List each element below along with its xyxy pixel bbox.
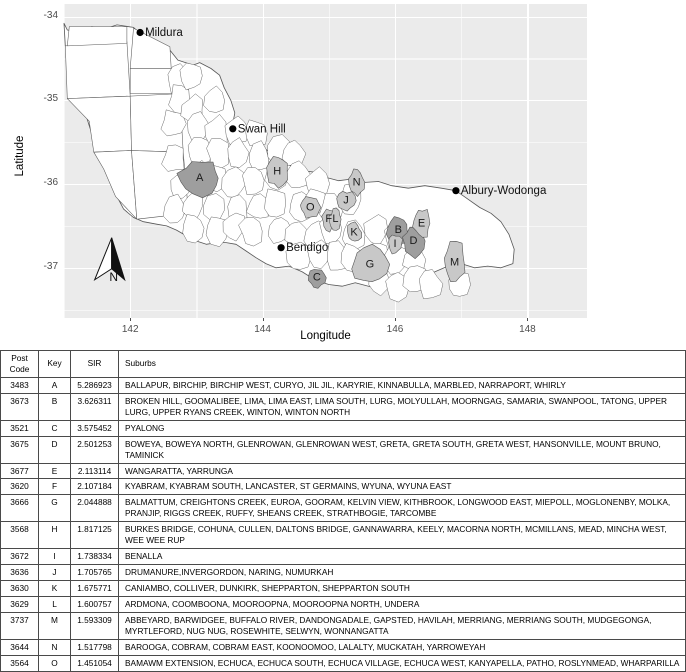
table-row — [1, 420, 686, 436]
cell-suburbs: BALLAPUR, BIRCHIP, BIRCHIP WEST, CURYO, JIL JIL, KARYRIE, KINNABULLA, MARBLED, NARRAPORT, WHIRLY — [119, 377, 686, 393]
cell-post-code: 3630 — [1, 581, 39, 597]
table-row — [1, 393, 686, 420]
cell-sir: 5.286923 — [71, 377, 119, 393]
cell-suburbs: BENALLA — [119, 549, 686, 565]
cell-sir: 1.517798 — [71, 639, 119, 655]
city-label: Bendigo — [286, 242, 329, 255]
map-region-block-1 — [67, 96, 131, 152]
city-marker-dot — [229, 125, 236, 132]
cell-sir: 1.738334 — [71, 549, 119, 565]
cell-suburbs: PYALONG — [119, 420, 686, 436]
cell-key: O — [39, 655, 71, 671]
cell-suburbs: BAROOGA, COBRAM, COBRAM EAST, KOONOOMOO, LALALTY, MUCKATAH, YARROWEYAH — [119, 639, 686, 655]
cell-sir: 1.705765 — [71, 565, 119, 581]
table-row — [1, 463, 686, 479]
cell-sir: 2.107184 — [71, 479, 119, 495]
cell-sir: 2.113114 — [71, 463, 119, 479]
cell-sir: 2.501253 — [71, 436, 119, 463]
map-region-label-M: M — [450, 256, 460, 269]
suburb-sir-table — [0, 350, 686, 672]
cell-sir: 1.675771 — [71, 581, 119, 597]
victoria-choropleth-map — [64, 4, 587, 318]
cell-key: C — [39, 420, 71, 436]
cell-key: B — [39, 393, 71, 420]
x-tick-mark — [395, 318, 396, 321]
cell-sir: 1.593309 — [71, 612, 119, 639]
cell-suburbs: BAMAWM EXTENSION, ECHUCA, ECHUCA SOUTH, ECHUCA VILLAGE, ECHUCA WEST, KANYAPELLA, PATHO, ROSLYNMEAD, WHARPARILLA — [119, 655, 686, 671]
cell-post-code: 3672 — [1, 549, 39, 565]
map-region-label-J: J — [343, 194, 349, 207]
cell-key: D — [39, 436, 71, 463]
map-region-block-2 — [94, 151, 137, 220]
cell-suburbs: BROKEN HILL, GOOMALIBEE, LIMA, LIMA EAST, LIMA SOUTH, LURG, MOLYULLAH, MOORNGAG, SAMARIA, SWANPOOL, TATONG, UPPER LURG, UPPER RYANS CREEK, WINTON, WINTON NORTH — [119, 393, 686, 420]
map-region-label-E: E — [417, 217, 426, 230]
cell-suburbs: BALMATTUM, CREIGHTONS CREEK, EUROA, GOORAM, KELVIN VIEW, KITHBROOK, LONGWOOD EAST, MIEPOLL, MOGLONENBY, MOLKA, PRANJIP, RIGGS CREEK, RUFFY, SHEANS CREEK, STRATHBOGIE, TARCOMBE — [119, 495, 686, 522]
cell-post-code: 3636 — [1, 565, 39, 581]
cell-post-code: 3666 — [1, 495, 39, 522]
cell-post-code: 3568 — [1, 522, 39, 549]
cell-suburbs: ARDMONA, COOMBOONA, MOOROOPNA, MOOROOPNA NORTH, UNDERA — [119, 596, 686, 612]
x-tick-label: 142 — [121, 324, 139, 335]
table-row — [1, 612, 686, 639]
y-tick-label: -35 — [43, 93, 58, 105]
cell-key: F — [39, 479, 71, 495]
cell-key: N — [39, 639, 71, 655]
map-region-block-0 — [65, 42, 130, 99]
cell-key: H — [39, 522, 71, 549]
cell-suburbs: WANGARATTA, YARRUNGA — [119, 463, 686, 479]
map-region-block-5 — [67, 27, 127, 46]
cell-suburbs: KYABRAM, KYABRAM SOUTH, LANCASTER, ST GERMAINS, WYUNA, WYUNA EAST — [119, 479, 686, 495]
map-region-label-L: L — [332, 213, 339, 226]
city-marker-dot — [452, 187, 459, 194]
table-row — [1, 377, 686, 393]
cell-key: K — [39, 581, 71, 597]
map-region-lga-31 — [265, 189, 286, 217]
cell-key: M — [39, 612, 71, 639]
suburb-sir-table-wrapper — [0, 350, 685, 672]
table-row — [1, 479, 686, 495]
cell-key: A — [39, 377, 71, 393]
table-row — [1, 565, 686, 581]
cell-post-code: 3483 — [1, 377, 39, 393]
table-row — [1, 549, 686, 565]
table-row — [1, 581, 686, 597]
map-region-label-A: A — [196, 172, 204, 185]
column-header-post-code: Post Code — [1, 351, 39, 378]
table-body — [1, 377, 686, 671]
cell-post-code: 3521 — [1, 420, 39, 436]
map-region-label-H: H — [273, 165, 282, 178]
cell-sir: 3.575452 — [71, 420, 119, 436]
table-header-row — [1, 351, 686, 378]
x-axis-title: Longitude — [300, 330, 351, 342]
city-marker-dot — [278, 244, 285, 251]
north-arrow-label: N — [109, 269, 119, 284]
map-region-label-N: N — [352, 176, 361, 189]
gridline-vertical — [594, 4, 595, 318]
cell-sir: 3.626311 — [71, 393, 119, 420]
x-tick-mark — [527, 318, 528, 321]
x-tick-mark — [130, 318, 131, 321]
city-label: Mildura — [145, 27, 183, 40]
north-arrow-icon — [95, 238, 125, 284]
map-region-label-O: O — [306, 201, 315, 214]
y-tick-label: -37 — [43, 260, 58, 272]
table-row — [1, 596, 686, 612]
map-region-label-C: C — [312, 271, 321, 284]
cell-suburbs: DRUMANURE,INVERGORDON, NARING, NUMURKAH — [119, 565, 686, 581]
y-tick-label: -36 — [43, 177, 58, 189]
cell-key: L — [39, 596, 71, 612]
cell-key: G — [39, 495, 71, 522]
city-label: Swan Hill — [237, 123, 286, 136]
cell-post-code: 3673 — [1, 393, 39, 420]
cell-post-code: 3737 — [1, 612, 39, 639]
cell-suburbs: BURKES BRIDGE, COHUNA, CULLEN, DALTONS BRIDGE, GANNAWARRA, KEELY, MACORNA NORTH, MCMILLANS, MEAD, MINCHA WEST, WEE WEE RUP — [119, 522, 686, 549]
cell-post-code: 3564 — [1, 655, 39, 671]
cell-post-code: 3675 — [1, 436, 39, 463]
city-label: Albury-Wodonga — [460, 185, 547, 198]
table-row — [1, 495, 686, 522]
map-region-label-I: I — [393, 238, 397, 251]
cell-sir: 1.600757 — [71, 596, 119, 612]
x-tick-mark — [263, 318, 264, 321]
cell-sir: 1.817125 — [71, 522, 119, 549]
map-region-label-B: B — [394, 224, 402, 237]
cell-post-code: 3644 — [1, 639, 39, 655]
map-panel — [64, 4, 587, 318]
x-tick-label: 148 — [519, 324, 536, 335]
map-region-label-D: D — [409, 234, 418, 247]
column-header-sir: SIR — [71, 351, 119, 378]
cell-post-code: 3629 — [1, 596, 39, 612]
map-region-label-K: K — [350, 226, 358, 239]
table-row — [1, 436, 686, 463]
table-row — [1, 639, 686, 655]
map-region-lga-56 — [419, 270, 443, 299]
column-header-suburbs: Suburbs — [119, 351, 686, 378]
y-axis-ticks — [18, 0, 58, 318]
map-region-label-F: F — [325, 213, 333, 226]
table-row — [1, 655, 686, 671]
map-region-label-G: G — [365, 258, 375, 271]
cell-key: E — [39, 463, 71, 479]
x-tick-label: 144 — [254, 324, 271, 335]
cell-key: J — [39, 565, 71, 581]
cell-key: I — [39, 549, 71, 565]
map-regions — [64, 23, 514, 302]
city-marker-dot — [137, 29, 144, 36]
y-axis-title: Latitude — [14, 135, 26, 177]
table-row — [1, 522, 686, 549]
cell-suburbs: BOWEYA, BOWEYA NORTH, GLENROWAN, GLENROWAN WEST, GRETA, GRETA SOUTH, GRETA WEST, HANSONVILLE, MOUNT BRUNO, TAMINICK — [119, 436, 686, 463]
cell-suburbs: ABBEYARD, BARWIDGEE, BUFFALO RIVER, DANDONGADALE, GAPSTED, HAVILAH, MERRIANG, MERRIANG SOUTH, MUDGEGONGA, MYRTLEFORD, NUG NUG, ROSEWHITE, SELWYN, WONNANGATTA — [119, 612, 686, 639]
cell-post-code: 3677 — [1, 463, 39, 479]
cell-sir: 1.451054 — [71, 655, 119, 671]
x-tick-label: 146 — [386, 324, 404, 335]
cell-sir: 2.044888 — [71, 495, 119, 522]
table-head — [1, 351, 686, 378]
cell-post-code: 3620 — [1, 479, 39, 495]
cell-suburbs: CANIAMBO, COLLIVER, DUNKIRK, SHEPPARTON, SHEPPARTON SOUTH — [119, 581, 686, 597]
column-header-key: Key — [39, 351, 71, 378]
y-tick-label: -34 — [43, 9, 58, 21]
